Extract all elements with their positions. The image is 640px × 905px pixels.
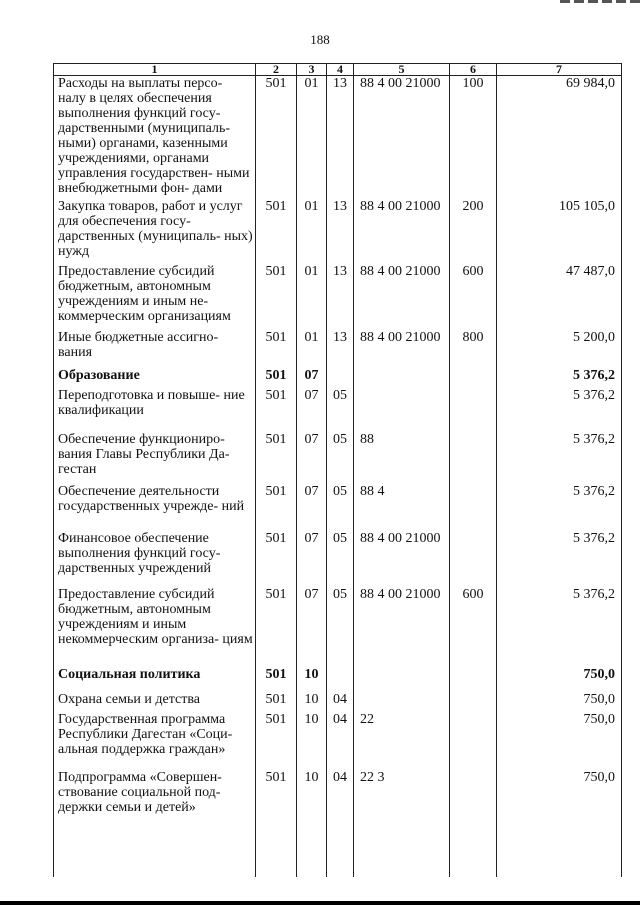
cell-subsection: 13 bbox=[327, 199, 354, 264]
cell-subsection: 05 bbox=[327, 388, 354, 432]
cell-ministry: 501 bbox=[256, 667, 297, 692]
cell-section: 07 bbox=[297, 587, 327, 667]
table-row bbox=[54, 388, 622, 432]
cell-target-article: 88 4 00 21000 bbox=[354, 264, 450, 330]
table-row bbox=[54, 330, 622, 368]
cell-expense-type bbox=[450, 770, 497, 815]
column-header-subsection: 4 bbox=[327, 64, 354, 76]
cell-ministry: 501 bbox=[256, 692, 297, 712]
cell-section: 10 bbox=[297, 667, 327, 692]
cell-name: Обеспечение деятельности государственных учрежде- ний bbox=[54, 484, 256, 531]
cell-expense-type bbox=[450, 667, 497, 692]
table-row bbox=[54, 484, 622, 531]
empty-cell bbox=[327, 815, 354, 877]
cell-ministry: 501 bbox=[256, 432, 297, 484]
cell-amount: 750,0 bbox=[497, 712, 622, 770]
cell-expense-type bbox=[450, 484, 497, 531]
cell-section: 01 bbox=[297, 330, 327, 368]
cell-amount: 5 376,2 bbox=[497, 531, 622, 587]
cell-expense-type bbox=[450, 692, 497, 712]
cell-name: Иные бюджетные ассигно- вания bbox=[54, 330, 256, 368]
cell-expense-type: 200 bbox=[450, 199, 497, 264]
cell-ministry: 501 bbox=[256, 199, 297, 264]
empty-cell bbox=[297, 815, 327, 877]
cell-ministry: 501 bbox=[256, 587, 297, 667]
table-row bbox=[54, 667, 622, 692]
empty-cell bbox=[256, 815, 297, 877]
cell-section: 01 bbox=[297, 76, 327, 200]
table-row bbox=[54, 712, 622, 770]
cell-amount: 5 376,2 bbox=[497, 432, 622, 484]
cell-section: 01 bbox=[297, 199, 327, 264]
cell-subsection bbox=[327, 667, 354, 692]
cell-name: Закупка товаров, работ и услуг для обеспечения госу- дарственных (муниципаль- ных) нужд bbox=[54, 199, 256, 264]
cell-target-article bbox=[354, 388, 450, 432]
cell-ministry: 501 bbox=[256, 76, 297, 200]
cell-target-article: 88 4 00 21000 bbox=[354, 199, 450, 264]
cell-target-article: 88 bbox=[354, 432, 450, 484]
cell-target-article: 88 4 bbox=[354, 484, 450, 531]
cell-target-article: 22 3 bbox=[354, 770, 450, 815]
cell-ministry: 501 bbox=[256, 770, 297, 815]
cell-subsection: 05 bbox=[327, 531, 354, 587]
column-header-section: 3 bbox=[297, 64, 327, 76]
table-row bbox=[54, 770, 622, 815]
cell-ministry: 501 bbox=[256, 484, 297, 531]
cell-amount: 5 376,2 bbox=[497, 368, 622, 388]
cell-ministry: 501 bbox=[256, 388, 297, 432]
cell-subsection: 04 bbox=[327, 770, 354, 815]
cell-expense-type: 600 bbox=[450, 587, 497, 667]
cell-section: 07 bbox=[297, 388, 327, 432]
cell-expense-type: 600 bbox=[450, 264, 497, 330]
cell-ministry: 501 bbox=[256, 531, 297, 587]
cell-amount: 750,0 bbox=[497, 667, 622, 692]
cell-section: 10 bbox=[297, 712, 327, 770]
cell-name: Предоставление субсидий бюджетным, автономным учреждениям и иным некоммерческим организа- циям bbox=[54, 587, 256, 667]
page-number: 188 bbox=[310, 32, 330, 47]
empty-cell bbox=[354, 815, 450, 877]
cell-name: Образование bbox=[54, 368, 256, 388]
empty-cell bbox=[497, 815, 622, 877]
cell-target-article bbox=[354, 692, 450, 712]
cell-expense-type: 800 bbox=[450, 330, 497, 368]
cell-target-article: 22 bbox=[354, 712, 450, 770]
cell-section: 10 bbox=[297, 770, 327, 815]
table-row bbox=[54, 199, 622, 264]
cell-expense-type: 100 bbox=[450, 76, 497, 200]
cell-subsection bbox=[327, 368, 354, 388]
cell-subsection: 04 bbox=[327, 712, 354, 770]
cell-name: Государственная программа Республики Дагестан «Соци- альная поддержка граждан» bbox=[54, 712, 256, 770]
cell-amount: 750,0 bbox=[497, 692, 622, 712]
cell-amount: 5 376,2 bbox=[497, 587, 622, 667]
cell-expense-type bbox=[450, 388, 497, 432]
cell-section: 07 bbox=[297, 432, 327, 484]
cell-name: Охрана семьи и детства bbox=[54, 692, 256, 712]
table-continuation bbox=[54, 815, 622, 877]
cell-target-article: 88 4 00 21000 bbox=[354, 330, 450, 368]
cell-name: Переподготовка и повыше- ние квалификации bbox=[54, 388, 256, 432]
cell-amount: 750,0 bbox=[497, 770, 622, 815]
table-row bbox=[54, 76, 622, 200]
cell-subsection: 13 bbox=[327, 76, 354, 200]
cell-subsection: 05 bbox=[327, 432, 354, 484]
scan-edge-top bbox=[560, 0, 640, 3]
table-row bbox=[54, 587, 622, 667]
column-header-amount: 7 bbox=[497, 64, 622, 76]
cell-subsection: 05 bbox=[327, 587, 354, 667]
empty-cell bbox=[450, 815, 497, 877]
cell-target-article: 88 4 00 21000 bbox=[354, 587, 450, 667]
table-row bbox=[54, 368, 622, 388]
cell-section: 07 bbox=[297, 484, 327, 531]
cell-ministry: 501 bbox=[256, 712, 297, 770]
cell-section: 01 bbox=[297, 264, 327, 330]
cell-name: Финансовое обеспечение выполнения функций госу- дарственных учреждений bbox=[54, 531, 256, 587]
table-row bbox=[54, 432, 622, 484]
cell-amount: 69 984,0 bbox=[497, 76, 622, 200]
cell-name: Расходы на выплаты персо- налу в целях обеспечения выполнения функций госу- дарственными (муниципаль- ными) органами, казенными учреждениями, органами управления государствен- ными внебюджетными фон- дами bbox=[54, 76, 256, 200]
cell-expense-type bbox=[450, 432, 497, 484]
cell-name: Предоставление субсидий бюджетным, автономным учреждениям и иным не- коммерческим организациям bbox=[54, 264, 256, 330]
cell-subsection: 13 bbox=[327, 264, 354, 330]
column-header-target-article: 5 bbox=[354, 64, 450, 76]
cell-amount: 5 376,2 bbox=[497, 484, 622, 531]
cell-target-article bbox=[354, 667, 450, 692]
scan-edge-bottom bbox=[0, 901, 640, 905]
cell-section: 10 bbox=[297, 692, 327, 712]
cell-ministry: 501 bbox=[256, 368, 297, 388]
cell-target-article: 88 4 00 21000 bbox=[354, 76, 450, 200]
table-row bbox=[54, 692, 622, 712]
cell-subsection: 04 bbox=[327, 692, 354, 712]
cell-subsection: 05 bbox=[327, 484, 354, 531]
cell-target-article: 88 4 00 21000 bbox=[354, 531, 450, 587]
empty-cell bbox=[54, 815, 256, 877]
cell-amount: 105 105,0 bbox=[497, 199, 622, 264]
column-header-name: 1 bbox=[54, 64, 256, 76]
cell-amount: 47 487,0 bbox=[497, 264, 622, 330]
cell-ministry: 501 bbox=[256, 330, 297, 368]
cell-amount: 5 200,0 bbox=[497, 330, 622, 368]
cell-name: Подпрограмма «Совершен- ствование социальной под- держки семьи и детей» bbox=[54, 770, 256, 815]
cell-expense-type bbox=[450, 368, 497, 388]
column-header-expense-type: 6 bbox=[450, 64, 497, 76]
budget-table bbox=[53, 63, 622, 877]
column-header-ministry: 2 bbox=[256, 64, 297, 76]
cell-ministry: 501 bbox=[256, 264, 297, 330]
table-row bbox=[54, 264, 622, 330]
cell-section: 07 bbox=[297, 368, 327, 388]
cell-target-article bbox=[354, 368, 450, 388]
table-body bbox=[54, 76, 622, 878]
cell-expense-type bbox=[450, 531, 497, 587]
cell-expense-type bbox=[450, 712, 497, 770]
cell-section: 07 bbox=[297, 531, 327, 587]
table-row bbox=[54, 531, 622, 587]
cell-name: Социальная политика bbox=[54, 667, 256, 692]
cell-amount: 5 376,2 bbox=[497, 388, 622, 432]
cell-name: Обеспечение функциониро- вания Главы Республики Да- гестан bbox=[54, 432, 256, 484]
cell-subsection: 13 bbox=[327, 330, 354, 368]
header-row bbox=[54, 64, 622, 76]
